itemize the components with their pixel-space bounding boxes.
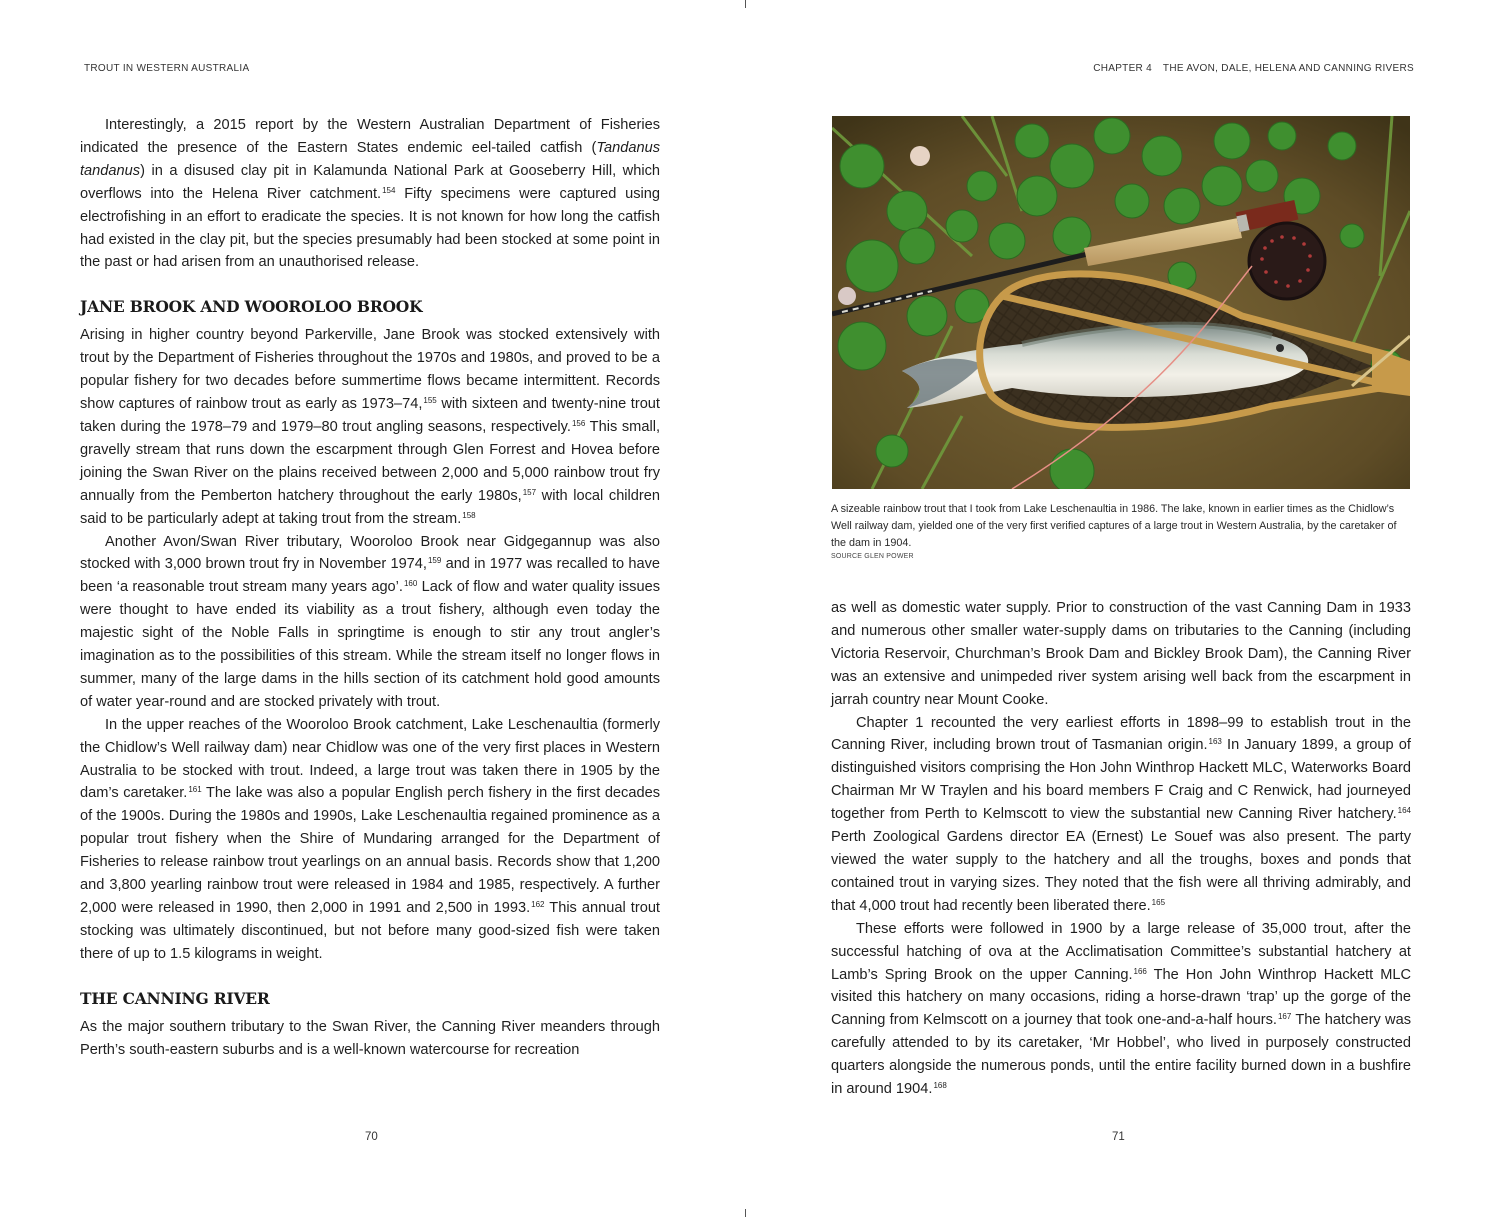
body-paragraph [80, 714, 660, 966]
body-paragraph [80, 531, 660, 714]
footnote-reference: 163 [1208, 737, 1222, 747]
footnote-reference: 164 [1397, 806, 1411, 816]
left-text-column [80, 114, 660, 1062]
body-paragraph [80, 1016, 660, 1062]
chapter-number: CHAPTER 4 [1093, 63, 1153, 74]
running-head-right [1093, 63, 1414, 74]
italic-text: Tandanus tandanus [80, 139, 660, 179]
page-number-left: 70 [365, 1131, 378, 1143]
chapter-title: THE AVON, DALE, HELENA AND CANNING RIVERS [1162, 63, 1414, 74]
body-paragraph [80, 324, 660, 530]
footnote-reference: 155 [423, 396, 437, 406]
text-run: with sixteen and twenty-nine trout taken during the 1978–79 and 1979–80 trout angling seasons, respectively. [80, 396, 660, 435]
running-head-left: TROUT IN WESTERN AUSTRALIA [84, 63, 250, 74]
fly-reel [1249, 223, 1325, 299]
text-run: In the upper reaches of the Wooroloo Brook catchment, Lake Leschenaultia (formerly the Chidlow’s Well railway dam) near Chidlow was one of the very first places in Western Australia to be stocked with trout. Indeed, a large trout was taken there in 1905 by the dam’s caretaker. [80, 716, 660, 802]
footnote-reference: 167 [1277, 1012, 1292, 1022]
footnote-reference: 156 [571, 418, 586, 428]
text-run: The Hon John Winthrop Hackett MLC visited this hatchery on many occasions, riding a horse-drawn ‘trap’ up the gorge of the Canning from Kelmscott on a journey that took one-and-a-half hours. [831, 966, 1412, 1029]
body-paragraph [80, 114, 660, 274]
text-run: Arising in higher country beyond Parkerville, Jane Brook was stocked extensively with trout by the Department of Fisheries throughout the 1970s and 1980s, and proved to be a popular fishery for two decades before summertime flows became intermittent. Records show captures of rainbow trout as early as 1973–74, [80, 327, 660, 413]
body-paragraph [831, 712, 1411, 918]
body-paragraph [831, 918, 1411, 1101]
text-run: The lake was also a popular English perch fishery in the first decades of the 1900s. During the 1980s and 1990s, Lake Leschenaultia regained prominence as a popular trout fishery when the Shire of Mundaring arranged for the Department of Fisheries to release rainbow trout yearlings on an annual basis. Records show that 1,200 and 3,800 yearling rainbow trout were released in 1984 and 1985, respectively. A further 2,000 were released in 1990, then 2,000 in 1991 and 2,500 in 1993. [80, 785, 660, 916]
text-run: The hatchery was carefully attended to by its caretaker, ‘Mr Hobbel’, who lived in purposely constructed quarters alongside the numerous ponds, until the entire facility burned down in a bushfire in around 1904. [831, 1012, 1412, 1098]
flower [910, 146, 930, 166]
footnote-reference: 159 [427, 556, 442, 566]
footnote-reference: 162 [531, 900, 545, 909]
footnote-reference: 165 [1151, 897, 1166, 907]
text-run: This small, gravelly stream that runs down the escarpment through Glen Forrest and Hovea before joining the Swan River on the plains received between 2,000 and 5,000 rainbow trout fry annually from the Pemberton hatchery throughout the early 1980s, [80, 418, 660, 504]
text-run: Interestingly, a 2015 report by the Western Australian Department of Fisheries indicated the presence of the Eastern States endemic eel-tailed catfish ( [80, 117, 660, 156]
text-run: and in 1977 was recalled to have been ‘a reasonable trout stream many years ago’. [80, 556, 661, 596]
text-run: Another Avon/Swan River tributary, Wooroloo Brook near Gidgegannup was also stocked with 3,000 brown trout fry in November 1974, [80, 533, 660, 573]
footnote-reference: 161 [188, 785, 202, 795]
footnote-reference: 160 [403, 579, 418, 589]
footnote-reference: 166 [1133, 966, 1147, 976]
footnote-reference: 154 [382, 185, 396, 195]
figure-caption: A sizeable rainbow trout that I took from Lake Leschenaultia in 1986. The lake, known in earlier times as the Chidlow’s Well railway dam, yielded one of the very first verified captures of a large trout in Western Australia, by the caretaker of the dam in 1904. [831, 503, 1397, 549]
text-run: ) in a disused clay pit in Kalamunda National Park at Gooseberry Hill, which overflows into the Helena River catchment. [80, 162, 660, 202]
footnote-reference: 158 [462, 510, 476, 520]
text-run: As the major southern tributary to the Swan River, the Canning River meanders through Perth’s south-eastern suburbs and is a well-known watercourse for recreation [80, 1018, 660, 1058]
text-run: Lack of flow and water quality issues were thought to have ended its viability as a trout fishery, although even today the majestic sight of the Noble Falls in springtime is enough to stir any trout angler’s imagination as to the possibilities of this stream. While the stream itself no longer flows in summer, many of the large dams in the hills section of its catchment hold good amounts of water year-round and are stocked privately with trout. [80, 579, 660, 710]
text-run: This annual trout stocking was ultimately discontinued, but not before many good-sized fish were taken there of up to 1.5 kilograms in weight. [80, 900, 660, 962]
text-run: as well as domestic water supply. Prior to construction of the vast Canning Dam in 1933 and numerous other smaller water-supply dams on tributaries to the Canning (including Victoria Reservoir, Churchman’s Brook Dam and Bickley Brook Dam), the Canning River was an extensive and unimpeded river system arising well back from the escarpment in jarrah country near Mount Cooke. [831, 600, 1411, 708]
right-text-column [831, 597, 1411, 1101]
page-number-right: 71 [1112, 1131, 1125, 1143]
text-run: with local children said to be particularly adept at taking trout from the stream. [80, 487, 660, 527]
photo-illustration [832, 116, 1410, 489]
section-heading: JANE BROOK AND WOOROLOO BROOK [80, 297, 423, 317]
text-run: In January 1899, a group of distinguished visitors comprising the Hon John Winthrop Hackett MLC, Waterworks Board Chairman Mr W Traylen and his board members F Craig and C Renwick, had journeyed together from Perth to Kelmscott to view the substantial new Canning River hatchery. [831, 737, 1411, 823]
section-heading: THE CANNING RIVER [80, 988, 270, 1008]
text-run: Fifty specimens were captured using electrofishing in an effort to eradicate the species. It is not known for how long the catfish had existed in the clay pit, but the species presumably had been stocked at some point in the past or had arisen from an unauthorised release. [80, 185, 660, 271]
trout-eye [1276, 344, 1284, 352]
trout-photograph [832, 116, 1410, 489]
body-paragraph [831, 597, 1411, 712]
footnote-reference: 168 [933, 1081, 947, 1091]
footnote-reference: 157 [522, 487, 537, 497]
figure-source-credit: SOURCE GLEN POWER [831, 553, 914, 560]
text-run: Perth Zoological Gardens director EA (Ernest) Le Souef was also present. The party viewed the water supply to the hatchery and all the troughs, boxes and ponds that contained trout in varying sizes. They noted that the fish were all thriving admirably, and that 4,000 trout had recently been liberated there. [831, 829, 1411, 914]
right-page [750, 0, 1500, 1217]
text-run: Chapter 1 recounted the very earliest efforts in 1898–99 to establish trout in the Canning River, including brown trout of Tasmanian origin. [831, 714, 1411, 754]
text-run: These efforts were followed in 1900 by a large release of 35,000 trout, after the successful hatching of ova at the Acclimatisation Committee’s substantial hatchery at Lamb’s Spring Brook on the upper Canning. [831, 920, 1411, 983]
